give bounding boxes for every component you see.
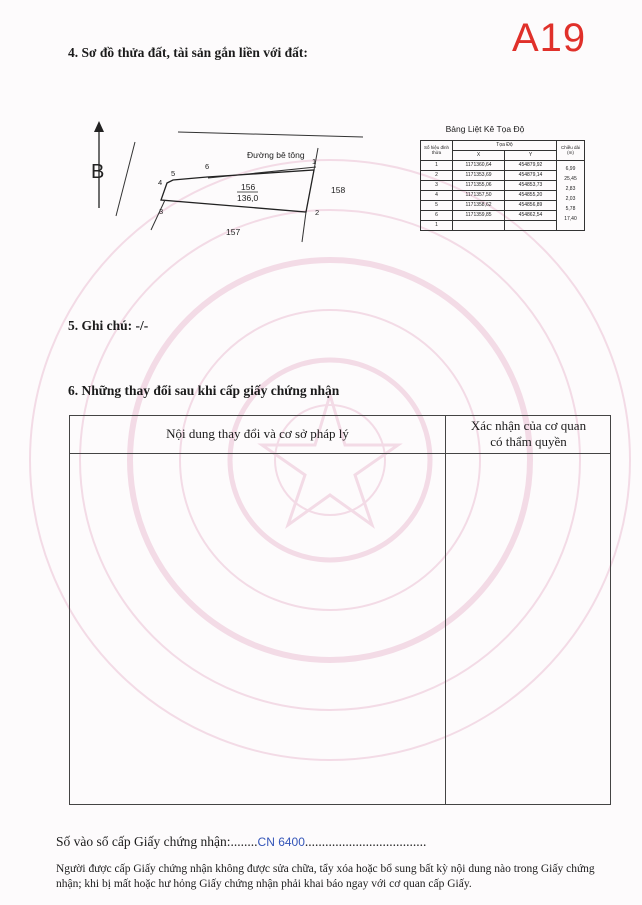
head-point: Số hiệu đỉnh thửa [421, 141, 453, 161]
col2-header-line1: Xác nhận của cơ quan [470, 418, 587, 433]
road-label: Đường bê tông [247, 150, 305, 160]
neighbor-east: 158 [331, 185, 346, 195]
coord-table [420, 140, 585, 231]
cell-x: 1171358,62 [453, 201, 505, 211]
cell-x [453, 221, 505, 231]
registration-dots: .................................... [304, 834, 427, 849]
column-divider [445, 416, 446, 804]
header-divider [70, 453, 610, 454]
cell-y: 454855,20 [505, 191, 557, 201]
head-x: X [453, 151, 505, 161]
vertex-label: 2 [315, 208, 320, 217]
section-4-title: 4. Sơ đồ thửa đất, tài sản gắn liền với đất: [68, 45, 308, 60]
cell-x: 1171355,06 [453, 181, 505, 191]
cell-y: 454879,14 [505, 171, 557, 181]
registration-number-handwritten: CN 6400 [257, 835, 305, 849]
cell-point: 1 [421, 161, 453, 171]
cell-x: 1171360,64 [453, 161, 505, 171]
head-length: Chiều dài (m) [557, 141, 585, 161]
registration-label: Số vào sổ cấp Giấy chứng nhận: [56, 834, 231, 849]
segment-length: 5,78 [565, 205, 576, 212]
vertex-label: 6 [205, 162, 210, 171]
vertex-label: 1 [312, 157, 317, 166]
vertex-label: 5 [171, 169, 176, 178]
cell-point: 4 [421, 191, 453, 201]
registration-line [56, 834, 426, 850]
parcel-sketch [80, 118, 380, 248]
cell-point: 1 [421, 221, 453, 231]
cell-x: 1171357,50 [453, 191, 505, 201]
segment-length: 2,83 [565, 185, 576, 192]
document-code-mark: A19 [512, 16, 587, 60]
parcel-number: 156 [241, 182, 256, 192]
changes-col1-header: Nội dung thay đổi và cơ sở pháp lý [166, 426, 349, 441]
cell-y: 454879,92 [505, 161, 557, 171]
segment-length: 25,45 [564, 175, 577, 182]
segment-length: 17,40 [564, 215, 577, 222]
vertex-label: 3 [159, 207, 164, 216]
head-coord: Tọa Độ [453, 141, 557, 151]
section-6-title: 6. Những thay đổi sau khi cấp giấy chứng nhận [68, 383, 340, 398]
head-y: Y [505, 151, 557, 161]
changes-table [69, 415, 611, 805]
segment-length: 2,03 [565, 195, 576, 202]
registration-dots: ........ [230, 834, 258, 849]
cell-y: 454862,54 [505, 211, 557, 221]
cell-y: 454853,73 [505, 181, 557, 191]
col2-header-line2: có thẩm quyền [490, 434, 567, 449]
changes-col2-header [446, 418, 611, 450]
cell-point: 2 [421, 171, 453, 181]
cell-x: 1171359,85 [453, 211, 505, 221]
cell-point: 6 [421, 211, 453, 221]
table-row [421, 221, 585, 231]
coord-table-title: Bảng Liệt Kê Tọa Độ [445, 124, 525, 134]
cell-point: 3 [421, 181, 453, 191]
cell-y: 454856,89 [505, 201, 557, 211]
north-label: B [91, 161, 105, 183]
vertex-label: 4 [158, 178, 163, 187]
neighbor-south: 157 [226, 227, 241, 237]
segment-length: 6,99 [565, 165, 576, 172]
cell-point: 5 [421, 201, 453, 211]
footer-note: Người được cấp Giấy chứng nhận không được sửa chữa, tẩy xóa hoặc bổ sung bất kỳ nội dung nào trong Giấy chứng nhận; khi bị mất hoặc hư hỏng Giấy chứng nhận phải khai báo ngay với cơ quan cấp Giấy. [56, 863, 595, 890]
cell-x: 1171353,69 [453, 171, 505, 181]
cell-y [505, 221, 557, 231]
section-5-title: 5. Ghi chú: -/- [68, 318, 149, 333]
parcel-area: 136,0 [237, 193, 259, 203]
